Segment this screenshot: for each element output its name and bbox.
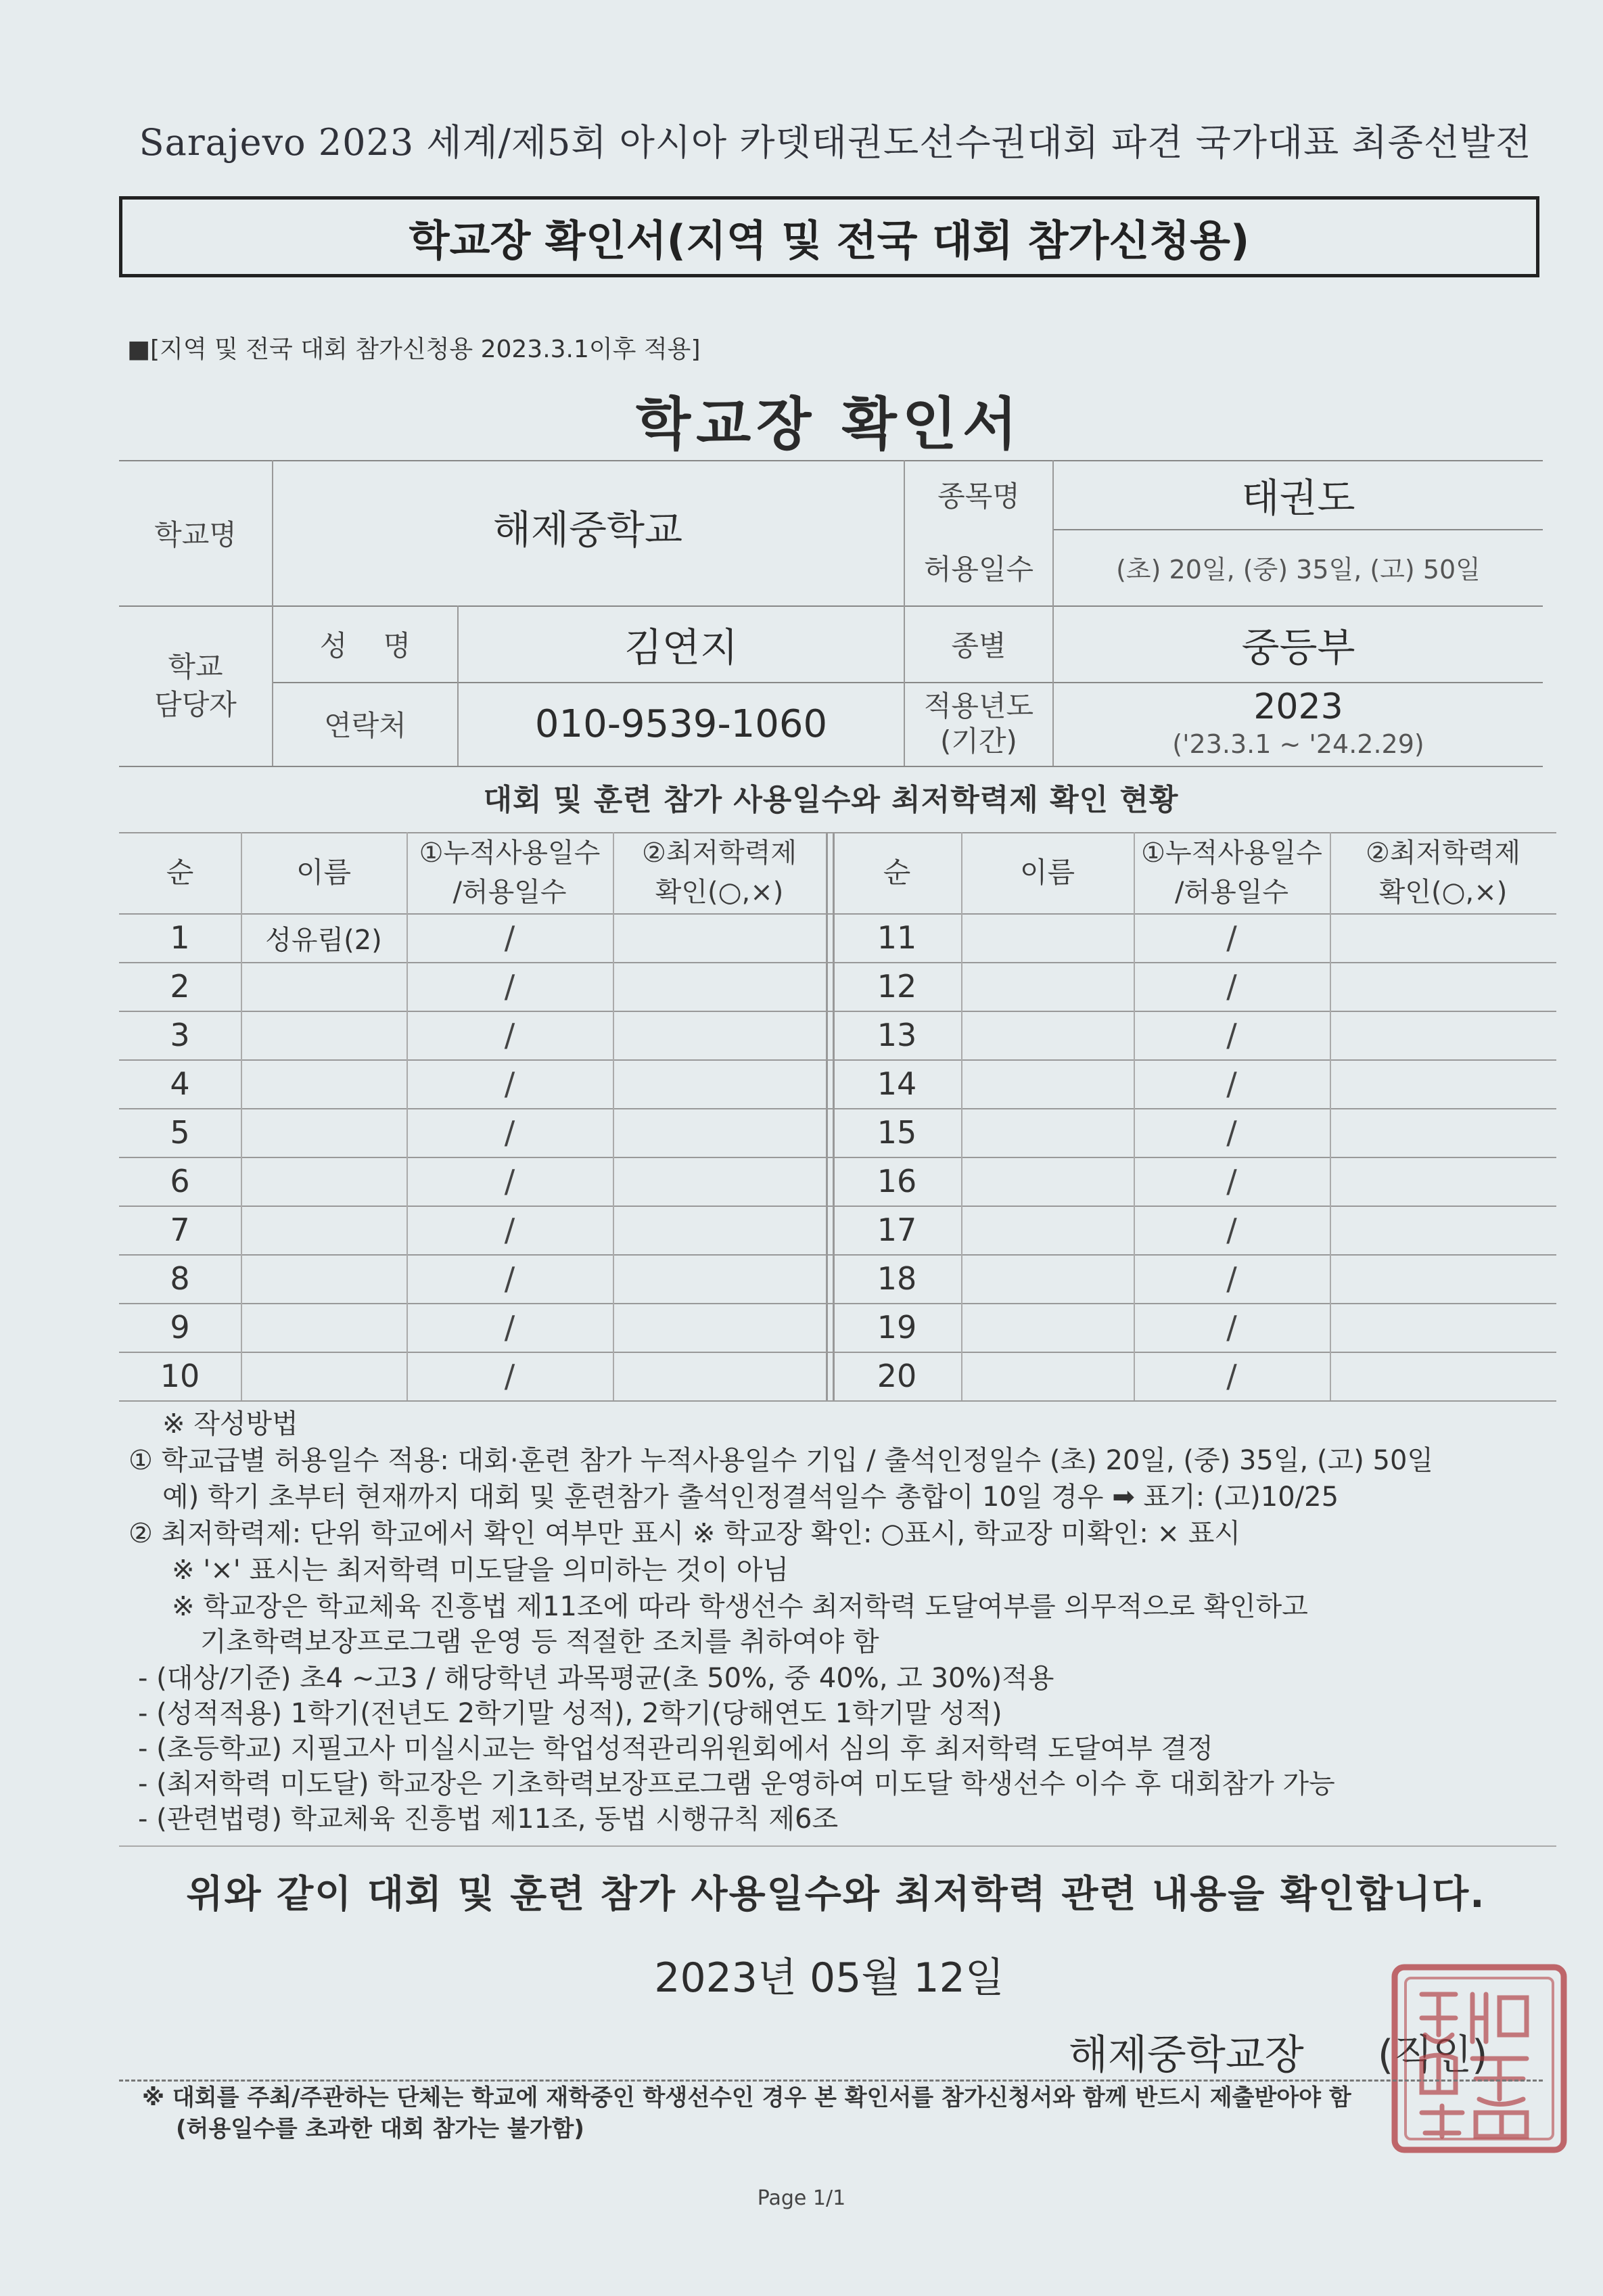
- person-name: 김연지: [624, 624, 739, 670]
- min-academic-check: [613, 913, 826, 962]
- usage-days: /: [504, 1309, 515, 1346]
- col-header-name-left: 이름: [296, 856, 352, 889]
- year-period: ('23.3.1 ~ '24.2.29): [1172, 729, 1424, 759]
- participant-name: [961, 1254, 1134, 1303]
- signer-title: 해제중학교장: [1069, 2031, 1304, 2079]
- method-line: - (대상/기준) 초4 ~고3 / 해당학년 과목평균(초 50%, 중 40%, 고 30%)적용: [138, 1663, 1054, 1694]
- participant-name: 성유림(2): [265, 924, 382, 956]
- row-number: 16: [877, 1163, 917, 1199]
- footnote-divider: [119, 2080, 1543, 2082]
- method-line: 기초학력보장프로그램 운영 등 적절한 조치를 취하여야 함: [200, 1626, 879, 1657]
- usage-days: /: [504, 1065, 515, 1102]
- usage-days: /: [1226, 1260, 1237, 1297]
- year-label: 적용년도 (기간): [923, 689, 1034, 758]
- participant-name: [241, 1206, 406, 1254]
- status-heading: 대회 및 훈련 참가 사용일수와 최저학력제 확인 현황: [483, 783, 1179, 817]
- row-number: 6: [170, 1163, 190, 1199]
- table-rule: [119, 832, 1556, 833]
- participation-table: [119, 832, 1556, 1400]
- document-title: 학교장 확인서: [635, 391, 1023, 457]
- min-academic-check: [613, 1011, 826, 1059]
- form-title-box: 학교장 확인서(지역 및 전국 대회 참가신청용): [119, 196, 1539, 277]
- school-name-label: 학교명: [154, 518, 237, 551]
- min-academic-check: [613, 1206, 826, 1254]
- min-academic-check: [613, 1059, 826, 1108]
- row-number: 9: [170, 1309, 190, 1346]
- row-number: 3: [170, 1017, 190, 1053]
- allowed-days-value: (초) 20일, (중) 35일, (고) 50일: [1116, 555, 1481, 584]
- method-line: - (성적적용) 1학기(전년도 2학기말 성적), 2학기(당해연도 1학기말 성적): [138, 1698, 1002, 1729]
- col-header-days-left: ①누적사용일수 /허용일수: [419, 837, 601, 908]
- divider: [119, 1845, 1556, 1847]
- min-academic-check: [613, 1303, 826, 1352]
- method-line: - (최저학력 미도달) 학교장은 기초학력보장프로그램 운영하여 미도달 학생선수 이수 후 대회참가 가능: [138, 1768, 1335, 1799]
- phone-number: 010-9539-1060: [534, 702, 828, 746]
- min-academic-check: [613, 1352, 826, 1400]
- participant-name: [241, 1157, 406, 1206]
- participant-name: [241, 1303, 406, 1352]
- min-academic-check: [1330, 913, 1556, 962]
- min-academic-check: [1330, 1303, 1556, 1352]
- row-number: 12: [877, 968, 917, 1005]
- min-academic-check: [613, 1157, 826, 1206]
- usage-days: /: [504, 1358, 515, 1394]
- usage-days: /: [1226, 1065, 1237, 1102]
- row-number: 4: [170, 1065, 190, 1102]
- row-number: 20: [877, 1358, 917, 1394]
- confirmation-date: 2023년 05월 12일: [654, 1954, 1004, 2002]
- col-header-name-right: 이름: [1019, 856, 1075, 889]
- participant-name: [961, 1157, 1134, 1206]
- row-number: 10: [160, 1358, 200, 1394]
- row-number: 13: [877, 1017, 917, 1053]
- footnote: [142, 2082, 1576, 2144]
- usage-days: /: [504, 1017, 515, 1053]
- method-line: ※ '×' 표시는 최저학력 미도달을 의미하는 것이 아님: [172, 1555, 789, 1586]
- category-label: 종별: [951, 628, 1006, 662]
- person-name-label: 성 명: [319, 628, 411, 662]
- row-number: 18: [877, 1260, 917, 1297]
- participant-name: [241, 1059, 406, 1108]
- applicability-note: ■[지역 및 전국 대회 참가신청용 2023.3.1이후 적용]: [127, 336, 701, 363]
- participant-name: [961, 1206, 1134, 1254]
- row-number: 7: [170, 1212, 190, 1248]
- usage-days: /: [1226, 1212, 1237, 1248]
- min-academic-check: [1330, 1011, 1556, 1059]
- seal-mark-text: (직인): [1377, 2031, 1488, 2079]
- participant-name: [961, 1011, 1134, 1059]
- min-academic-check: [1330, 1352, 1556, 1400]
- participant-name: [241, 1108, 406, 1157]
- min-academic-check: [613, 1254, 826, 1303]
- row-number: 11: [877, 919, 917, 956]
- method-line: 예) 학기 초부터 현재까지 대회 및 훈련참가 출석인정결석일수 총합이 10일 경우 ➡ 표기: (고)10/25: [162, 1482, 1339, 1513]
- participant-name: [241, 962, 406, 1011]
- min-academic-check: [613, 1108, 826, 1157]
- method-line: ※ 학교장은 학교체육 진흥법 제11조에 따라 학생선수 최저학력 도달여부를 의무적으로 확인하고: [172, 1591, 1308, 1622]
- usage-days: /: [1226, 1017, 1237, 1053]
- method-title: ※ 작성방법: [162, 1408, 298, 1440]
- method-line: ① 학교급별 허용일수 적용: 대회·훈련 참가 누적사용일수 기입 / 출석인정일수 (초) 20일, (중) 35일, (고) 50일: [129, 1445, 1434, 1476]
- usage-days: /: [1226, 919, 1237, 956]
- min-academic-check: [1330, 1059, 1556, 1108]
- row-number: 2: [170, 968, 190, 1005]
- method-line: - (관련법령) 학교체육 진흥법 제11조, 동법 시행규칙 제6조: [138, 1804, 839, 1835]
- confirmation-statement: 위와 같이 대회 및 훈련 참가 사용일수와 최저학력 관련 내용을 확인합니다.: [186, 1873, 1486, 1916]
- min-academic-check: [1330, 1254, 1556, 1303]
- school-info-table: [119, 460, 1543, 768]
- usage-days: /: [1226, 1163, 1237, 1199]
- participant-name: [961, 1303, 1134, 1352]
- col-header-no-left: 순: [166, 856, 194, 889]
- usage-days: /: [504, 1212, 515, 1248]
- school-name: 해제중학교: [492, 506, 683, 553]
- usage-days: /: [504, 919, 515, 956]
- usage-days: /: [504, 1163, 515, 1199]
- year-cell: [1054, 682, 1543, 766]
- participant-name: [961, 1108, 1134, 1157]
- row-number: 1: [170, 919, 190, 956]
- page-number: Page 1/1: [757, 2186, 846, 2210]
- sport-label: 종목명: [937, 480, 1020, 513]
- min-academic-check: [1330, 1157, 1556, 1206]
- allowed-days-label: 허용일수: [923, 552, 1034, 586]
- event-title: Sarajevo 2023 세계/제5회 아시아 카뎃태권도선수권대회 파견 국가대표 최종선발전: [139, 121, 1532, 164]
- row-number: 14: [877, 1065, 917, 1102]
- participant-name: [961, 962, 1134, 1011]
- usage-days: /: [504, 1114, 515, 1151]
- usage-days: /: [1226, 968, 1237, 1005]
- footnote-line: ※ 대회를 주최/주관하는 단체는 학교에 재학중인 학생선수인 경우 본 확인서를 참가신청서와 함께 반드시 제출받아야 함: [142, 2084, 1351, 2111]
- phone-label: 연락처: [324, 709, 406, 742]
- col-header-days-right: ①누적사용일수 /허용일수: [1141, 837, 1322, 908]
- min-academic-check: [1330, 1206, 1556, 1254]
- participant-name: [241, 1352, 406, 1400]
- min-academic-check: [1330, 962, 1556, 1011]
- row-number: 5: [170, 1114, 190, 1151]
- usage-days: /: [1226, 1358, 1237, 1394]
- row-number: 8: [170, 1260, 190, 1297]
- category-value: 중등부: [1241, 624, 1355, 670]
- min-academic-check: [613, 962, 826, 1011]
- participant-name: [961, 1352, 1134, 1400]
- method-line: ② 최저학력제: 단위 학교에서 확인 여부만 표시 ※ 학교장 확인: ○표시, 학교장 미확인: × 표시: [129, 1518, 1241, 1549]
- min-academic-check: [1330, 1108, 1556, 1157]
- sport-value: 태권도: [1241, 475, 1355, 521]
- row-number: 15: [877, 1114, 917, 1151]
- participant-name: [961, 913, 1134, 962]
- row-number: 19: [877, 1309, 917, 1346]
- contact-person-label: 학교 담당자: [154, 649, 237, 721]
- table-rule: [826, 832, 828, 1400]
- col-header-check-left: ②최저학력제 확인(○,×): [641, 837, 797, 908]
- method-line: - (초등학교) 지필고사 미실시교는 학업성적관리위원회에서 심의 후 최저학력 도달여부 결정: [138, 1733, 1213, 1764]
- col-header-check-right: ②최저학력제 확인(○,×): [1365, 837, 1521, 908]
- usage-days: /: [504, 1260, 515, 1297]
- usage-days: /: [1226, 1114, 1237, 1151]
- participant-name: [241, 1011, 406, 1059]
- participant-name: [961, 1059, 1134, 1108]
- col-header-no-right: 순: [883, 856, 911, 889]
- table-rule: [119, 1400, 1556, 1402]
- participant-name: [241, 1254, 406, 1303]
- usage-days: /: [504, 968, 515, 1005]
- usage-days: /: [1226, 1309, 1237, 1346]
- row-number: 17: [877, 1212, 917, 1248]
- year-value: 2023: [1253, 687, 1343, 727]
- footnote-line: (허용일수를 초과한 대회 참가는 불가함): [176, 2115, 584, 2142]
